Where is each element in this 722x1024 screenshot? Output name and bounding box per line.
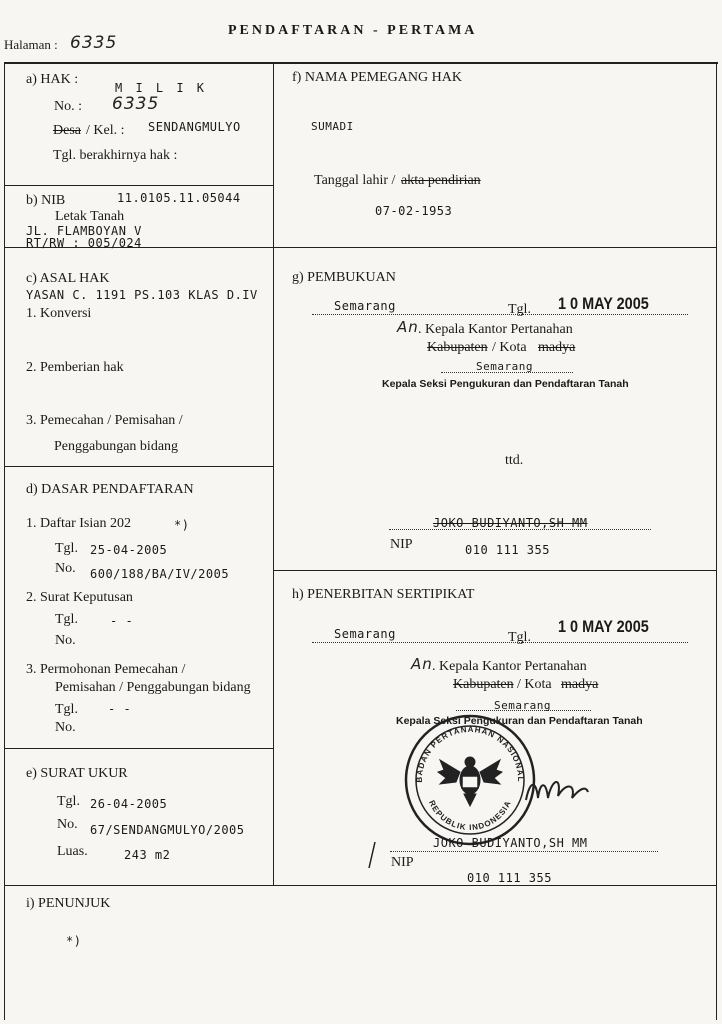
section-c-heading: c) ASAL HAK	[26, 271, 110, 286]
akta-pendirian-label: akta pendirian	[401, 173, 481, 188]
asal-item-2: 2. Pemberian hak	[26, 360, 124, 375]
form-border-right	[716, 62, 717, 1020]
rt-rw-value: RT/RW : 005/024	[26, 236, 142, 250]
divider-d-e	[4, 748, 273, 749]
su-tgl-value: 26-04-2005	[90, 797, 168, 811]
g-date-stamp: 1 0 MAY 2005	[558, 294, 649, 313]
halaman-value: 6335	[70, 33, 118, 53]
form-border-left	[4, 62, 5, 1020]
asal-hak-value: YASAN C. 1191 PS.103 KLAS D.IV	[26, 288, 258, 302]
h-kabupaten-label: Kabupaten	[453, 677, 514, 692]
hak-number: 6335	[112, 94, 160, 114]
g-kepala-seksi: Kepala Seksi Pengukuran dan Pendaftaran Tanah	[382, 378, 629, 390]
signature-scribble	[522, 770, 592, 810]
garuda-emblem-icon	[438, 757, 502, 806]
dasar-item-3a: 3. Permohonan Pemecahan /	[26, 662, 186, 677]
asal-item-1: 1. Konversi	[26, 306, 92, 321]
su-no-label: No.	[57, 817, 78, 832]
kelurahan-value: SENDANGMULYO	[148, 120, 241, 134]
g-madya-label: madya	[538, 340, 576, 355]
h-nip-value: 010 111 355	[467, 871, 552, 885]
h-kepala-label: . Kepala Kantor Pertanahan	[432, 659, 587, 674]
divider-c-d	[4, 466, 273, 467]
nib-value: 11.0105.11.05044	[117, 191, 241, 205]
form-border-top	[4, 62, 718, 64]
asal-item-3b: Penggabungan bidang	[54, 439, 179, 454]
g-officer-name: JOKO BUDIYANTO,SH MM	[433, 516, 588, 530]
h-city: Semarang	[334, 627, 396, 641]
h-officer-dotline	[390, 851, 658, 852]
g-nip-value: 010 111 355	[465, 543, 550, 557]
seal-text-top: BADAN PERTANAHAN NASIONAL	[414, 724, 526, 783]
dasar-tgl-label: Tgl.	[55, 541, 78, 556]
pen-mark	[366, 840, 378, 870]
pemecahan-no-label: No.	[55, 720, 76, 735]
hak-value: M I L I K	[115, 81, 208, 95]
g-city: Semarang	[334, 299, 396, 313]
column-divider	[273, 62, 274, 885]
section-a-heading: a) HAK :	[26, 72, 79, 87]
h-madya-label: madya	[561, 677, 599, 692]
holder-name: SUMADI	[311, 120, 354, 133]
su-luas-value: 243 m2	[124, 848, 171, 862]
kel-label: / Kel. :	[86, 123, 125, 138]
h-city-dotline	[312, 642, 688, 643]
dasar-item-1-mark: *)	[174, 518, 190, 532]
asal-item-3a: 3. Pemecahan / Pemisahan /	[26, 413, 183, 428]
g-city-dotline	[312, 314, 688, 315]
official-seal-stamp	[400, 710, 540, 850]
section-i-heading: i) PENUNJUK	[26, 896, 111, 911]
g-nip-label: NIP	[390, 537, 413, 552]
dasar-no-value: 600/188/BA/IV/2005	[90, 567, 230, 581]
section-d-heading: d) DASAR PENDAFTARAN	[26, 482, 194, 497]
g-city2: Semarang	[476, 360, 533, 373]
tgl-berakhir-label: Tgl. berakhirnya hak :	[53, 148, 178, 163]
h-kepala-seksi: Kepala Seksi Pengukuran dan Pendaftaran Tanah	[396, 715, 643, 727]
divider-a-b	[4, 185, 273, 186]
h-date-stamp: 1 0 MAY 2005	[558, 617, 649, 636]
g-ttd: ttd.	[505, 453, 524, 468]
h-officer-name: JOKO BUDIYANTO,SH MM	[433, 836, 588, 850]
pemecahan-tgl-label: Tgl.	[55, 702, 78, 717]
g-tgl-label: Tgl.	[508, 302, 531, 317]
penunjuk-mark: *)	[66, 934, 82, 948]
h-tgl-label: Tgl.	[508, 630, 531, 645]
g-kabupaten-label: Kabupaten	[427, 340, 488, 355]
section-g-heading: g) PEMBUKUAN	[292, 270, 396, 285]
section-h-heading: h) PENERBITAN SERTIPIKAT	[292, 587, 475, 602]
seal-text-bottom: REPUBLIK INDONESIA	[427, 798, 513, 833]
halaman-label: Halaman :	[4, 37, 58, 52]
jalan-value: JL. FLAMBOYAN V	[26, 224, 142, 238]
sk-tgl-label: Tgl.	[55, 612, 78, 627]
dasar-item-2: 2. Surat Keputusan	[26, 590, 133, 605]
page-title: PENDAFTARAN - PERTAMA	[228, 23, 478, 38]
h-nip-label: NIP	[391, 855, 414, 870]
sk-no-label: No.	[55, 633, 76, 648]
dasar-item-1: 1. Daftar Isian 202	[26, 516, 131, 531]
sk-tgl-value: - -	[110, 614, 134, 628]
section-f-heading: f) NAMA PEMEGANG HAK	[292, 70, 462, 85]
divider-e-i	[4, 885, 716, 886]
tgl-lahir-label: Tanggal lahir /	[314, 173, 396, 188]
h-kota-label: / Kota	[517, 677, 552, 692]
h-city2: Semarang	[494, 699, 551, 712]
h-an-label: An	[411, 655, 433, 673]
divider-g-h	[273, 570, 716, 571]
pemecahan-tgl-value: - -	[108, 702, 132, 716]
tgl-lahir-value: 07-02-1953	[375, 204, 453, 218]
g-kota-label: / Kota	[492, 340, 527, 355]
dasar-item-3b: Pemisahan / Penggabungan bidang	[55, 680, 251, 695]
su-no-value: 67/SENDANGMULYO/2005	[90, 823, 245, 837]
g-an-label: An	[397, 318, 419, 336]
g-kepala-label: . Kepala Kantor Pertanahan	[418, 322, 573, 337]
section-b-heading: b) NIB	[26, 193, 66, 208]
no-label: No. :	[54, 99, 82, 114]
su-tgl-label: Tgl.	[57, 794, 80, 809]
su-luas-label: Luas.	[57, 844, 88, 859]
section-e-heading: e) SURAT UKUR	[26, 766, 128, 781]
dasar-tgl-value: 25-04-2005	[90, 543, 168, 557]
letak-tanah-label: Letak Tanah	[55, 209, 125, 224]
desa-label: Desa	[53, 123, 81, 138]
dasar-no-label: No.	[55, 561, 76, 576]
